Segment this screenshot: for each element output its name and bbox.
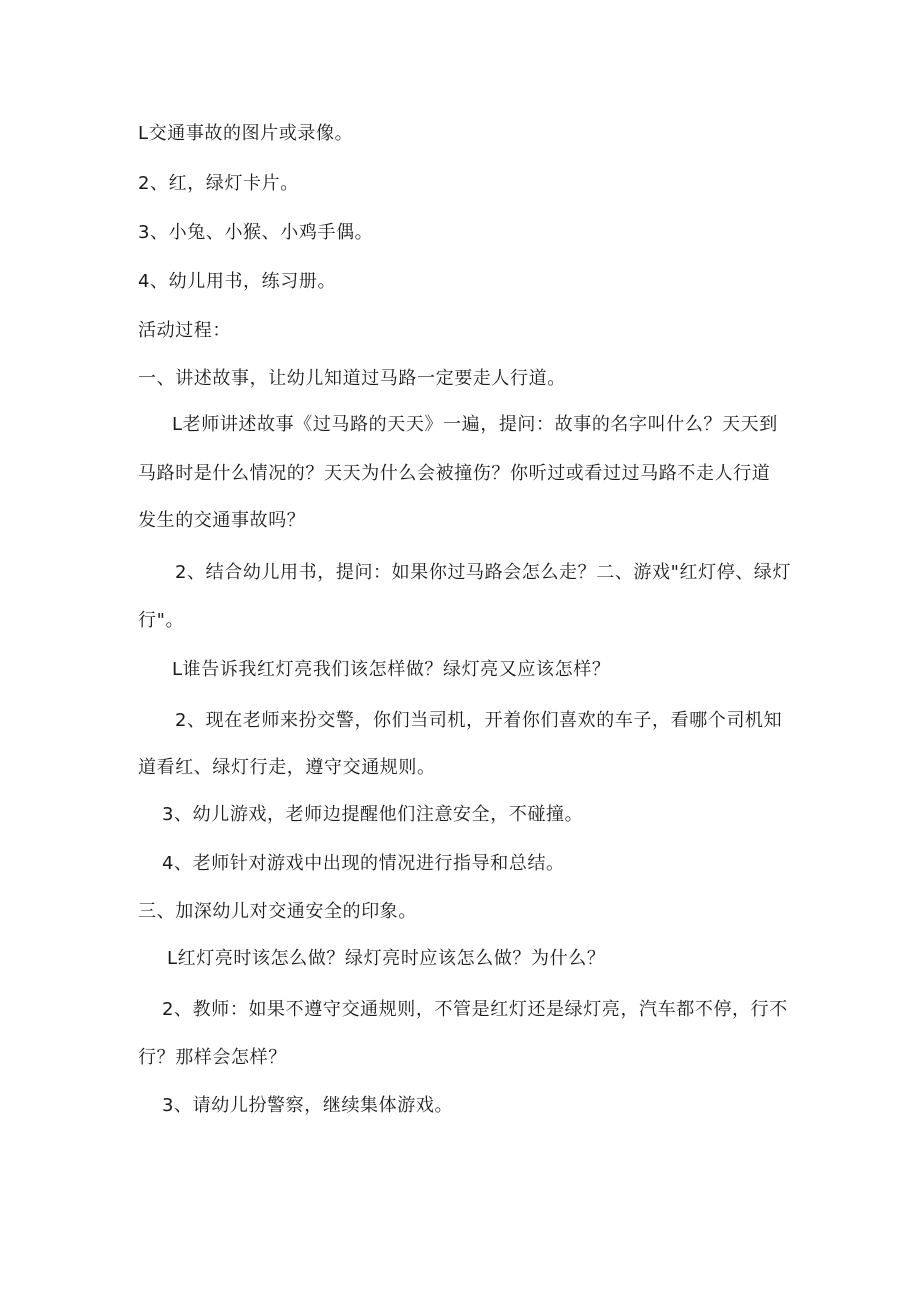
- section-1-item-1-line-2: 马路时是什么情况的？天天为什么会被撞伤？你听过或看过过马路不走人行道: [138, 463, 771, 484]
- section-1-item-2-line-2: 行"。: [138, 610, 185, 631]
- material-item-3: 3、小兔、小猴、小鸡手偶。: [138, 222, 374, 243]
- material-item-1: L交通事故的图片或录像。: [138, 123, 354, 144]
- section-1-heading: 一、讲述故事，让幼儿知道过马路一定要走人行道。: [138, 368, 566, 389]
- material-item-4: 4、幼儿用书，练习册。: [138, 271, 337, 292]
- section-2-item-2-line-2: 道看红、绿灯行走，遵守交通规则。: [138, 757, 436, 778]
- section-3-item-2-line-1: 2、教师：如果不遵守交通规则，不管是红灯还是绿灯亮，汽车都不停，行不: [162, 999, 788, 1020]
- section-2-item-3: 3、幼儿游戏，老师边提醒他们注意安全，不碰撞。: [162, 804, 584, 825]
- section-2-item-4: 4、老师针对游戏中出现的情况进行指导和总结。: [162, 853, 565, 874]
- material-item-2: 2、红，绿灯卡片。: [138, 173, 299, 194]
- section-3-item-1: L红灯亮时该怎么做？绿灯亮时应该怎么做？为什么？: [167, 948, 606, 969]
- process-heading: 活动过程：: [138, 320, 231, 341]
- section-2-item-2-line-1: 2、现在老师来扮交警，你们当司机，开着你们喜欢的车子，看哪个司机知: [175, 710, 783, 731]
- section-1-item-1-line-1: L老师讲述故事《过马路的天天》一遍，提问：故事的名字叫什么？天天到: [172, 414, 778, 435]
- section-1-item-1-line-3: 发生的交通事故吗？: [138, 510, 306, 531]
- section-2-item-1: L谁告诉我红灯亮我们该怎样做？绿灯亮又应该怎样？: [172, 659, 611, 680]
- section-3-item-2-line-2: 行？那样会怎样？: [138, 1047, 287, 1068]
- section-3-item-3: 3、请幼儿扮警察，继续集体游戏。: [162, 1095, 454, 1116]
- section-3-heading: 三、加深幼儿对交通安全的印象。: [138, 901, 417, 922]
- section-1-item-2-line-1: 2、结合幼儿用书，提问：如果你过马路会怎么走？二、游戏"红灯停、绿灯: [175, 562, 792, 583]
